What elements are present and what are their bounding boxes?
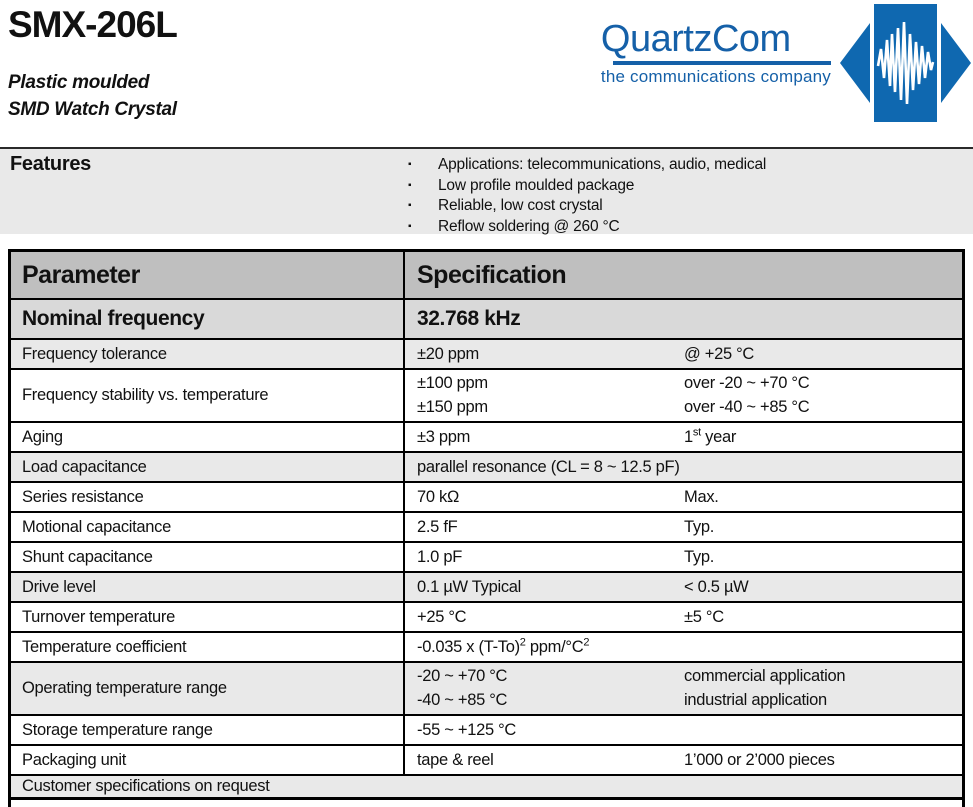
spec-value: 70 kΩ: [417, 487, 460, 506]
subtitle-line-2: SMD Watch Crystal: [8, 99, 177, 120]
spec-value: -20 ~ +70 °C: [417, 667, 508, 685]
param-cell: Storage temperature range: [11, 716, 405, 744]
spec-value: 2.5 fF: [417, 517, 458, 536]
table-row-frequency-stability: [11, 368, 962, 421]
param-cell: Frequency tolerance: [11, 340, 405, 368]
spec-cell: [405, 716, 962, 744]
param-cell: Packaging unit: [11, 746, 405, 774]
spec-cell: [405, 423, 962, 451]
spec-line: [417, 689, 962, 713]
page-title: SMX-206L: [8, 4, 177, 45]
next-section-cutoff-edge: [8, 800, 965, 807]
subtitle-line-1: Plastic moulded: [8, 72, 150, 93]
table-row-motional-capacitance: [11, 511, 962, 541]
feature-item: [406, 217, 973, 238]
table-row-operating-temperature-range: [11, 661, 962, 714]
spec-value: ±150 ppm: [417, 397, 488, 416]
spec-condition: Typ.: [684, 517, 714, 536]
table-row-packaging-unit: [11, 744, 962, 774]
spec-cell: [405, 543, 962, 571]
spec-condition: @ +25 °C: [684, 344, 755, 363]
table-row-shunt-capacitance: [11, 541, 962, 571]
spec-value: 0.1 µW Typical: [417, 577, 522, 596]
cond-rest: year: [700, 427, 737, 446]
page-header: [0, 0, 973, 147]
spec-value: ±100 ppm: [417, 374, 488, 392]
spec-value: 1.0 pF: [417, 547, 462, 566]
spec-value: [417, 638, 589, 657]
features-section: [0, 147, 973, 234]
param-cell: Series resistance: [11, 483, 405, 511]
square-bullet-icon: ▪: [408, 159, 412, 170]
spec-value: +25 °C: [417, 607, 467, 626]
spec-cell: [405, 663, 962, 714]
table-row-series-resistance: [11, 481, 962, 511]
spec-value: ±20 ppm: [417, 344, 479, 363]
features-list: [0, 149, 973, 237]
param-cell: Temperature coefficient: [11, 633, 405, 661]
spec-cell: 32.768 kHz: [417, 307, 521, 330]
param-cell: Shunt capacitance: [11, 543, 405, 571]
square-bullet-icon: ▪: [408, 179, 412, 191]
param-cell: Motional capacitance: [11, 513, 405, 541]
logo-text-block: [601, 20, 831, 87]
table-row-customer-specifications: [11, 774, 962, 797]
feature-text: Low profile moulded package: [438, 176, 635, 194]
spec-line: [417, 372, 962, 396]
spec-condition: industrial application: [684, 690, 827, 709]
value-superscript: 2: [519, 636, 526, 648]
features-heading: Features: [10, 153, 91, 175]
feature-item: [406, 155, 973, 176]
spec-condition: ±5 °C: [684, 607, 724, 626]
column-header-parameter: Parameter: [11, 252, 405, 298]
param-cell: Operating temperature range: [11, 663, 405, 714]
feature-item: [406, 176, 973, 197]
spec-cell: [405, 453, 962, 481]
feature-text: Applications: telecommunications, audio, medical: [438, 156, 767, 173]
spec-value: ±3 ppm: [417, 427, 471, 446]
spec-value: parallel resonance (CL = 8 ~ 12.5 pF): [417, 457, 680, 476]
spec-cell: [405, 573, 962, 601]
spec-condition: over -40 ~ +85 °C: [684, 397, 810, 416]
param-cell: Drive level: [11, 573, 405, 601]
value-part-b: ppm/°C: [525, 637, 584, 656]
logo-company-name: QuartzCom: [600, 18, 791, 60]
param-cell: Nominal frequency: [11, 300, 405, 338]
cond-base: 1: [684, 427, 693, 446]
value-superscript: 2: [583, 636, 590, 648]
feature-text: Reliable, low cost crystal: [438, 197, 603, 214]
table-row-turnover-temperature: [11, 601, 962, 631]
spec-cell: [405, 633, 962, 661]
param-cell: Frequency stability vs. temperature: [11, 370, 405, 421]
spec-cell: [405, 603, 962, 631]
cond-superscript: st: [692, 426, 701, 438]
table-row-load-capacitance: [11, 451, 962, 481]
spec-value: tape & reel: [417, 750, 494, 769]
value-part-a: -0.035 x (T-To): [417, 637, 520, 656]
spec-cell: [405, 340, 962, 368]
company-logo: [601, 4, 971, 122]
spec-condition: Max.: [684, 487, 719, 506]
spec-condition: over -20 ~ +70 °C: [684, 374, 810, 392]
spec-condition: commercial application: [684, 667, 846, 685]
table-row-aging: [11, 421, 962, 451]
quartz-waveform-icon: [840, 4, 971, 122]
spec-table: [8, 249, 965, 800]
table-row-nominal-frequency: [11, 298, 962, 338]
spec-cell: [405, 746, 962, 774]
logo-tagline: the communications company: [600, 66, 831, 86]
table-row-temperature-coefficient: [11, 631, 962, 661]
spec-condition: Typ.: [684, 547, 714, 566]
table-row-drive-level: [11, 571, 962, 601]
feature-text: Reflow soldering @ 260 °C: [438, 217, 620, 235]
spec-cell: [405, 483, 962, 511]
square-bullet-icon: ▪: [408, 220, 412, 232]
feature-item: [406, 196, 973, 217]
spec-condition: 1’000 or 2’000 pieces: [684, 750, 835, 769]
spec-condition: [684, 428, 736, 447]
spec-value: -55 ~ +125 °C: [417, 720, 517, 739]
table-row-storage-temperature-range: [11, 714, 962, 744]
column-header-specification: Specification: [417, 260, 567, 289]
spec-value: -40 ~ +85 °C: [417, 690, 508, 709]
param-cell: Turnover temperature: [11, 603, 405, 631]
spec-condition: < 0.5 µW: [684, 577, 749, 596]
full-width-cell: Customer specifications on request: [22, 777, 270, 795]
spec-cell: [405, 370, 962, 421]
logo-underline: [613, 61, 831, 65]
spec-cell: [405, 513, 962, 541]
param-cell: Aging: [11, 423, 405, 451]
product-subtitle: [8, 69, 177, 123]
table-row-frequency-tolerance: [11, 338, 962, 368]
table-header-row: [11, 252, 962, 298]
param-cell: Load capacitance: [11, 453, 405, 481]
spec-line: [417, 665, 962, 689]
square-bullet-icon: ▪: [408, 200, 412, 211]
spec-line: [417, 396, 962, 420]
